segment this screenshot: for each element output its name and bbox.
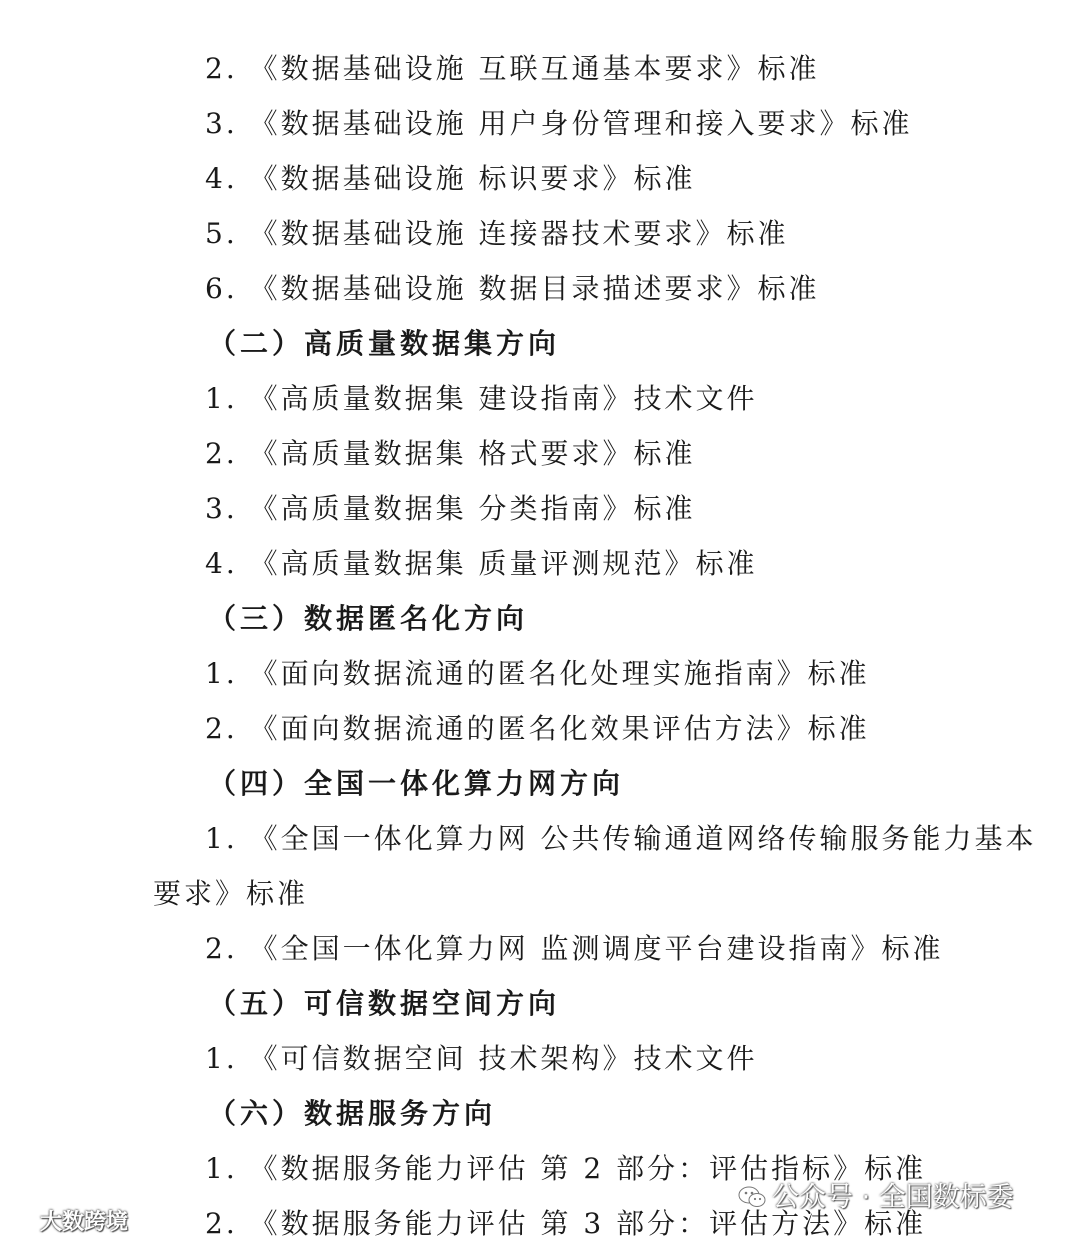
list-item: 3. 《数据基础设施 用户身份管理和接入要求》标准 (205, 107, 913, 140)
section-heading: （六）数据服务方向 (208, 1097, 497, 1130)
list-item: 1. 《全国一体化算力网 公共传输通道网络传输服务能力基本 (205, 822, 1037, 855)
list-item: 4. 《数据基础设施 标识要求》标准 (205, 162, 696, 195)
list-item: 2. 《数据服务能力评估 第 3 部分：评估方法》标准 (205, 1207, 927, 1240)
list-item: 4. 《高质量数据集 质量评测规范》标准 (205, 547, 758, 580)
weibo-icon (8, 1207, 34, 1238)
section-heading: （三）数据匿名化方向 (208, 602, 529, 635)
list-item: 2. 《全国一体化算力网 监测调度平台建设指南》标准 (205, 932, 944, 965)
watermark-weibo (8, 1207, 128, 1238)
wechat-icon (738, 1183, 766, 1207)
list-item: 1. 《高质量数据集 建设指南》技术文件 (205, 382, 758, 415)
list-item: 6. 《数据基础设施 数据目录描述要求》标准 (205, 272, 820, 305)
list-item: 3. 《高质量数据集 分类指南》标准 (205, 492, 696, 525)
list-item: 1. 《面向数据流通的匿名化处理实施指南》标准 (205, 657, 870, 690)
section-heading: （二）高质量数据集方向 (208, 327, 561, 360)
list-item-continuation: 要求》标准 (153, 877, 309, 910)
watermark-right-text: 公众号 · 全国数标委 (772, 1182, 1014, 1213)
list-item: 1. 《数据服务能力评估 第 2 部分：评估指标》标准 (205, 1152, 927, 1185)
section-heading: （四）全国一体化算力网方向 (208, 767, 625, 800)
list-item: 2. 《数据基础设施 互联互通基本要求》标准 (205, 52, 820, 85)
list-item: 2. 《面向数据流通的匿名化效果评估方法》标准 (205, 712, 870, 745)
watermark-left-text: 大数跨境 (40, 1210, 129, 1235)
list-item: 5. 《数据基础设施 连接器技术要求》标准 (205, 217, 789, 250)
watermark-wechat (738, 1180, 1014, 1216)
list-item: 2. 《高质量数据集 格式要求》标准 (205, 437, 696, 470)
list-item: 1. 《可信数据空间 技术架构》技术文件 (205, 1042, 758, 1075)
section-heading: （五）可信数据空间方向 (208, 987, 561, 1020)
